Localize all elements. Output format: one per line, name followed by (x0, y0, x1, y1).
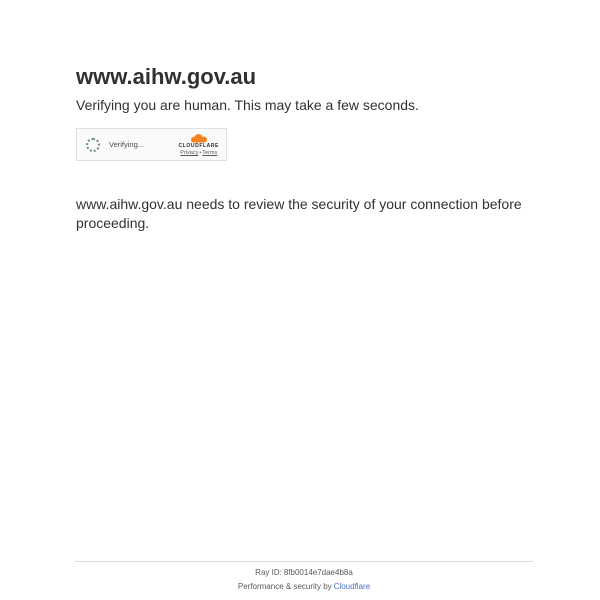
performance-text: Performance & security by (237, 582, 332, 591)
cloudflare-footer-link[interactable]: Cloudflare (333, 582, 371, 591)
widget-status-group (86, 138, 144, 152)
link-separator: • (199, 149, 202, 156)
cloudflare-brand-block (179, 133, 219, 157)
privacy-link[interactable]: Privacy (180, 149, 199, 156)
ray-id-value: 8fb0014e7dae4b8a (283, 568, 353, 577)
page-title: www.aihw.gov.au (76, 64, 257, 89)
footer-divider (75, 561, 533, 562)
cloudflare-logo-icon (188, 133, 210, 143)
footer (75, 561, 533, 591)
widget-legal-links (180, 151, 217, 157)
verifying-subtitle: Verifying you are human. This may take a few seconds. (76, 97, 419, 113)
terms-link[interactable]: Terms (202, 149, 218, 156)
ray-id-label: Ray ID: (255, 568, 282, 577)
cloudflare-wordmark: CLOUDFLARE (178, 142, 219, 149)
ray-id-line (75, 568, 533, 577)
security-review-message: www.aihw.gov.au needs to review the security of your connection before proceeding. (76, 196, 522, 231)
performance-line (75, 582, 533, 591)
verifying-spinner-icon (86, 138, 100, 152)
cloudflare-turnstile-widget (76, 128, 227, 161)
verifying-status-label: Verifying... (109, 140, 145, 149)
